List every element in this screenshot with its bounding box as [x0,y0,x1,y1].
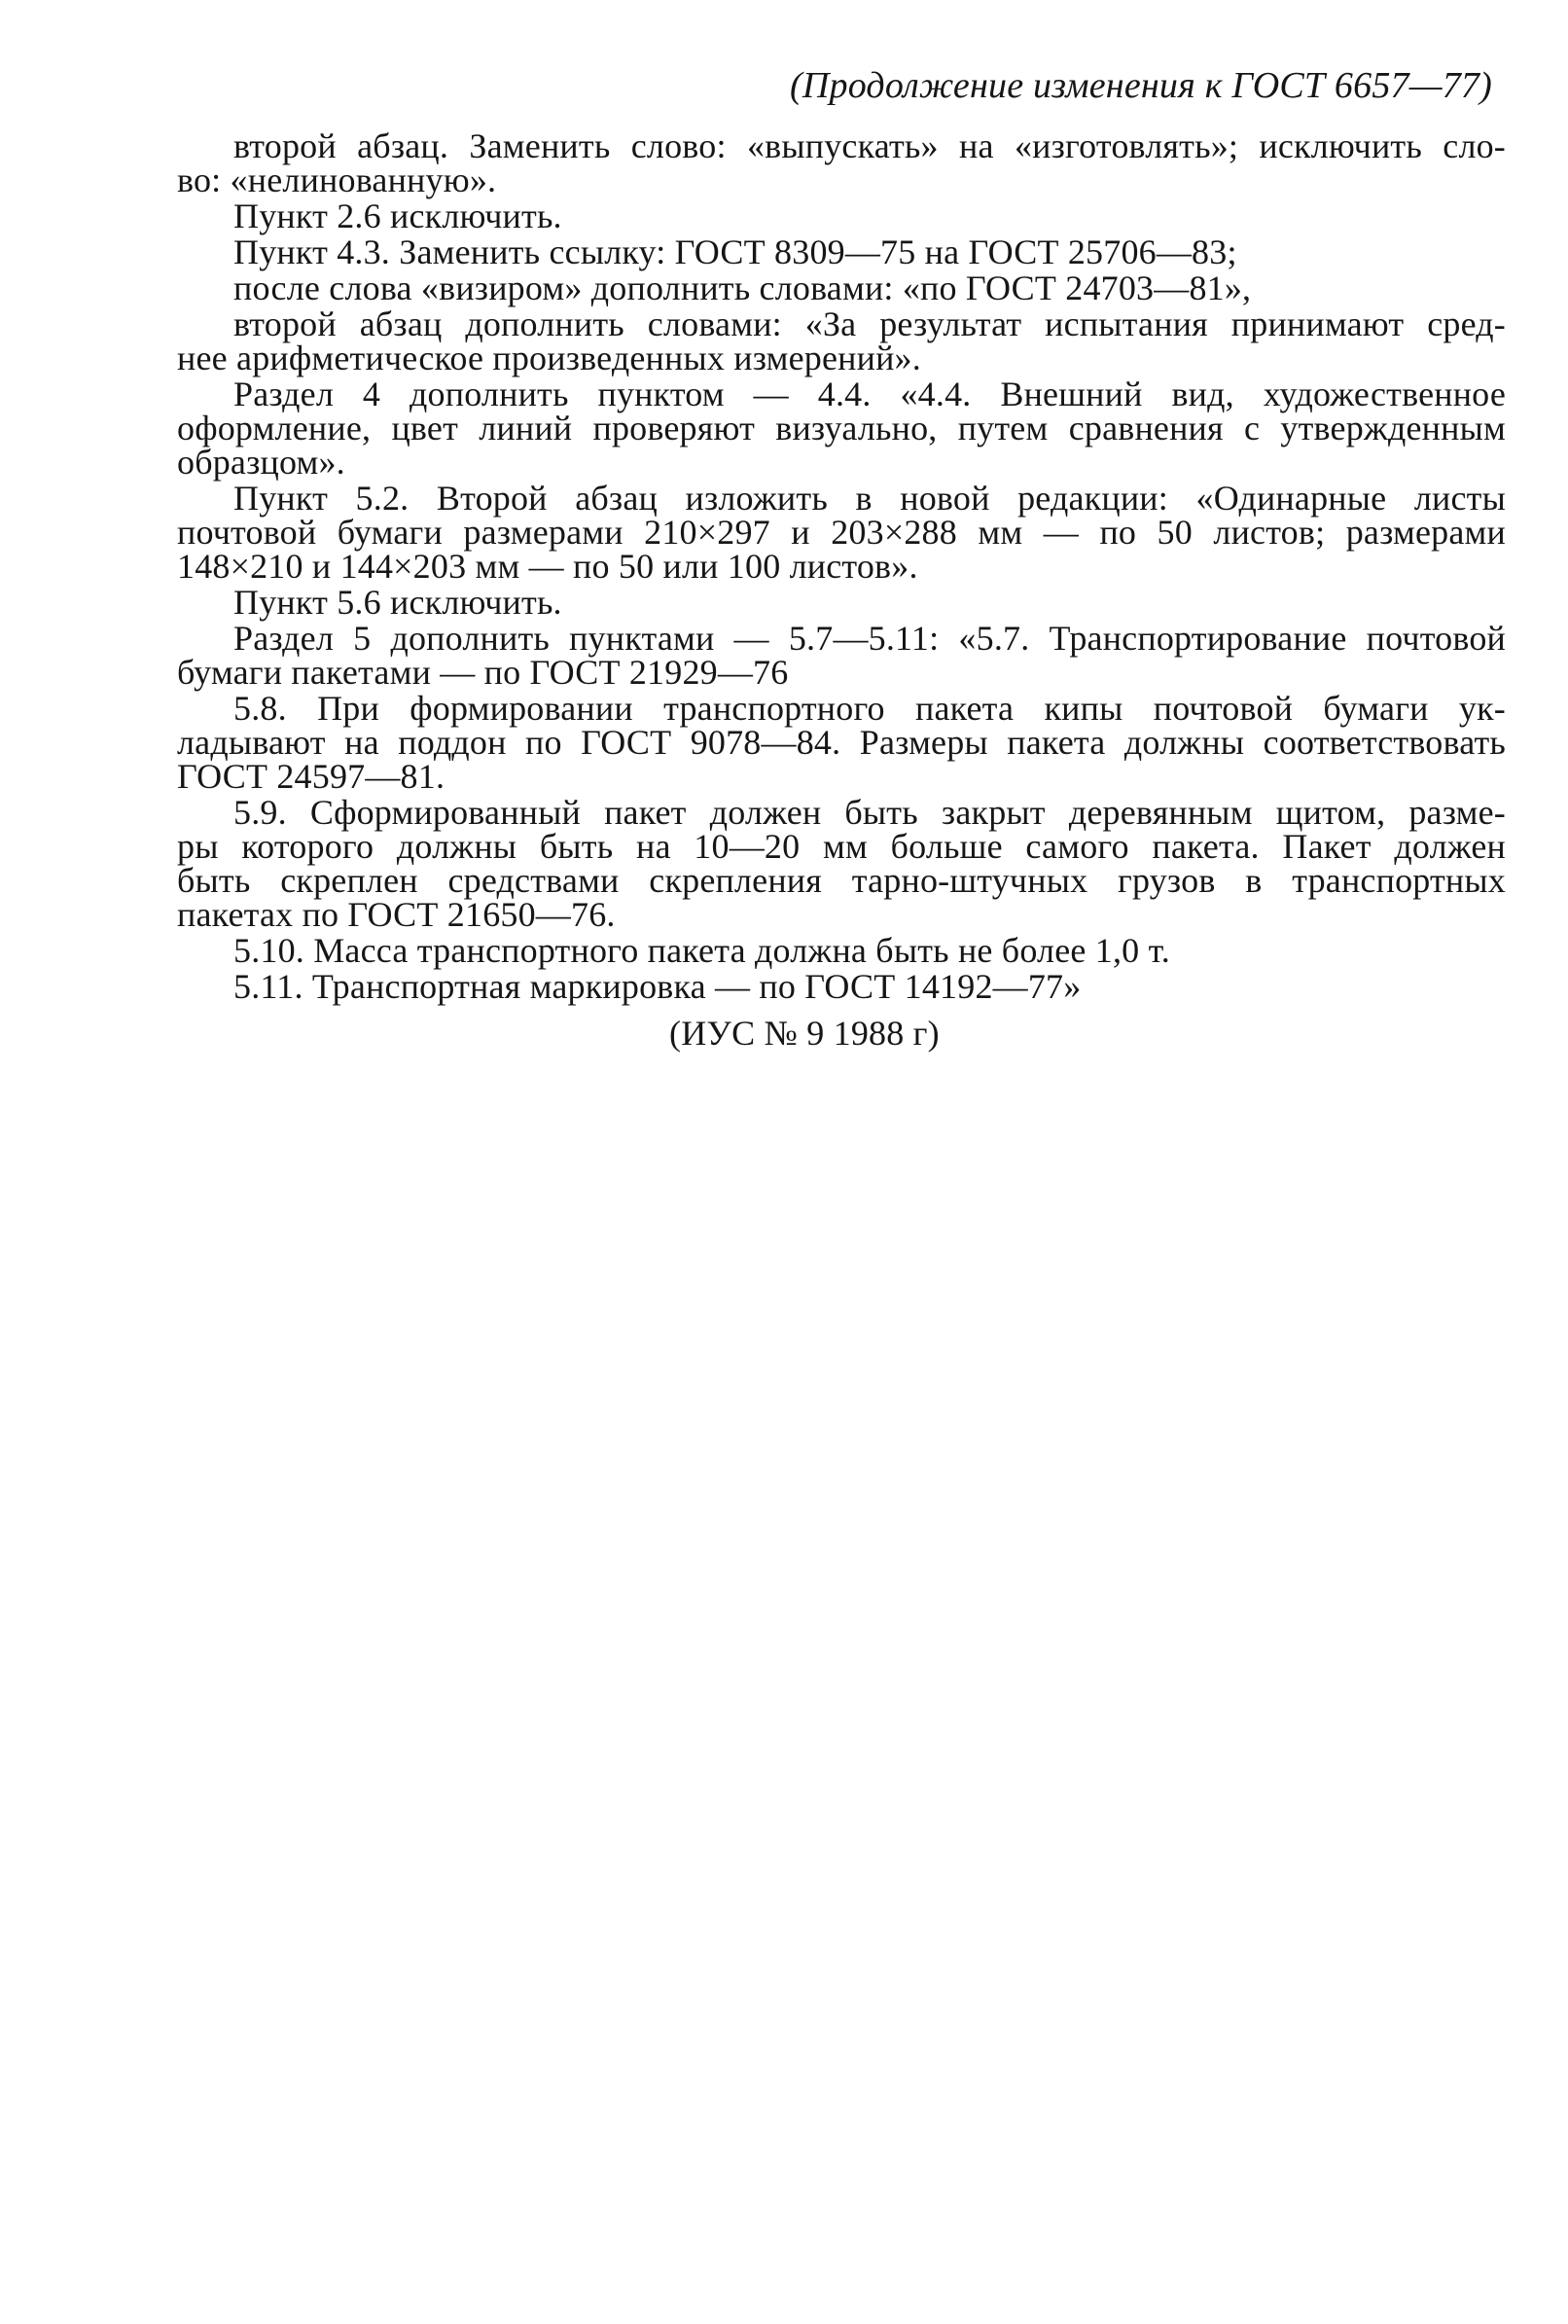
text-line: Пункт 2.6 исключить. [233,197,562,235]
text-line: второй абзац дополнить словами: «За результат испытания принимают сред- [233,304,1506,343]
text-line: Пункт 4.3. Заменить ссылку: ГОСТ 8309—75 на ГОСТ 25706—83; [233,232,1237,271]
text-line: пакетах по ГОСТ 21650—76. [177,895,616,934]
text-line: Пункт 5.6 исключить. [233,583,562,622]
text-line: ры которого должны быть на 10—20 мм больше самого пакета. Пакет должен [177,827,1506,866]
text-line: 5.10. Масса транспортного пакета должна быть не более 1,0 т. [233,931,1170,970]
text-line: ГОСТ 24597—81. [177,757,445,796]
text-line: Раздел 5 дополнить пунктами — 5.7—5.11: «5.7. Транспортирование почтовой [233,619,1506,658]
text-line: 5.8. При формировании транспортного пакета кипы почтовой бумаги ук- [233,689,1506,728]
text-line: почтовой бумаги размерами 210×297 и 203×288 мм — по 50 листов; размерами [177,513,1506,552]
text-line: Пункт 5.2. Второй абзац изложить в новой редакции: «Одинарные листы [233,479,1506,518]
text-line: 5.11. Транспортная маркировка — по ГОСТ 14192—77» [233,967,1082,1006]
text-line: оформление, цвет линий проверяют визуально, путем сравнения с утвержденным [177,409,1506,447]
text-line: второй абзац. Заменить слово: «выпускать» на «изготовлять»; исключить сло- [233,126,1506,165]
text-line: во: «нелинованную». [177,161,497,199]
text-line: образцом». [177,443,345,482]
text-line: быть скреплен средствами скрепления тарно-штучных грузов в транспортных [177,861,1506,900]
publication-note: (ИУС № 9 1988 г) [669,1014,940,1053]
text-line: ладывают на поддон по ГОСТ 9078—84. Размеры пакета должны соответствовать [177,723,1506,762]
text-line: бумаги пакетами — по ГОСТ 21929—76 [177,653,789,692]
text-line: 5.9. Сформированный пакет должен быть закрыт деревянным щитом, разме- [233,793,1506,832]
text-line: нее арифметическое произведенных измерений». [177,339,921,377]
text-line: Раздел 4 дополнить пунктом — 4.4. «4.4. Внешний вид, художественное [233,375,1506,413]
text-line: после слова «визиром» дополнить словами: «по ГОСТ 24703—81», [233,268,1252,307]
text-line: 148×210 и 144×203 мм — по 50 или 100 листов». [177,547,918,586]
continuation-header: (Продолжение изменения к ГОСТ 6657—77) [790,65,1492,106]
